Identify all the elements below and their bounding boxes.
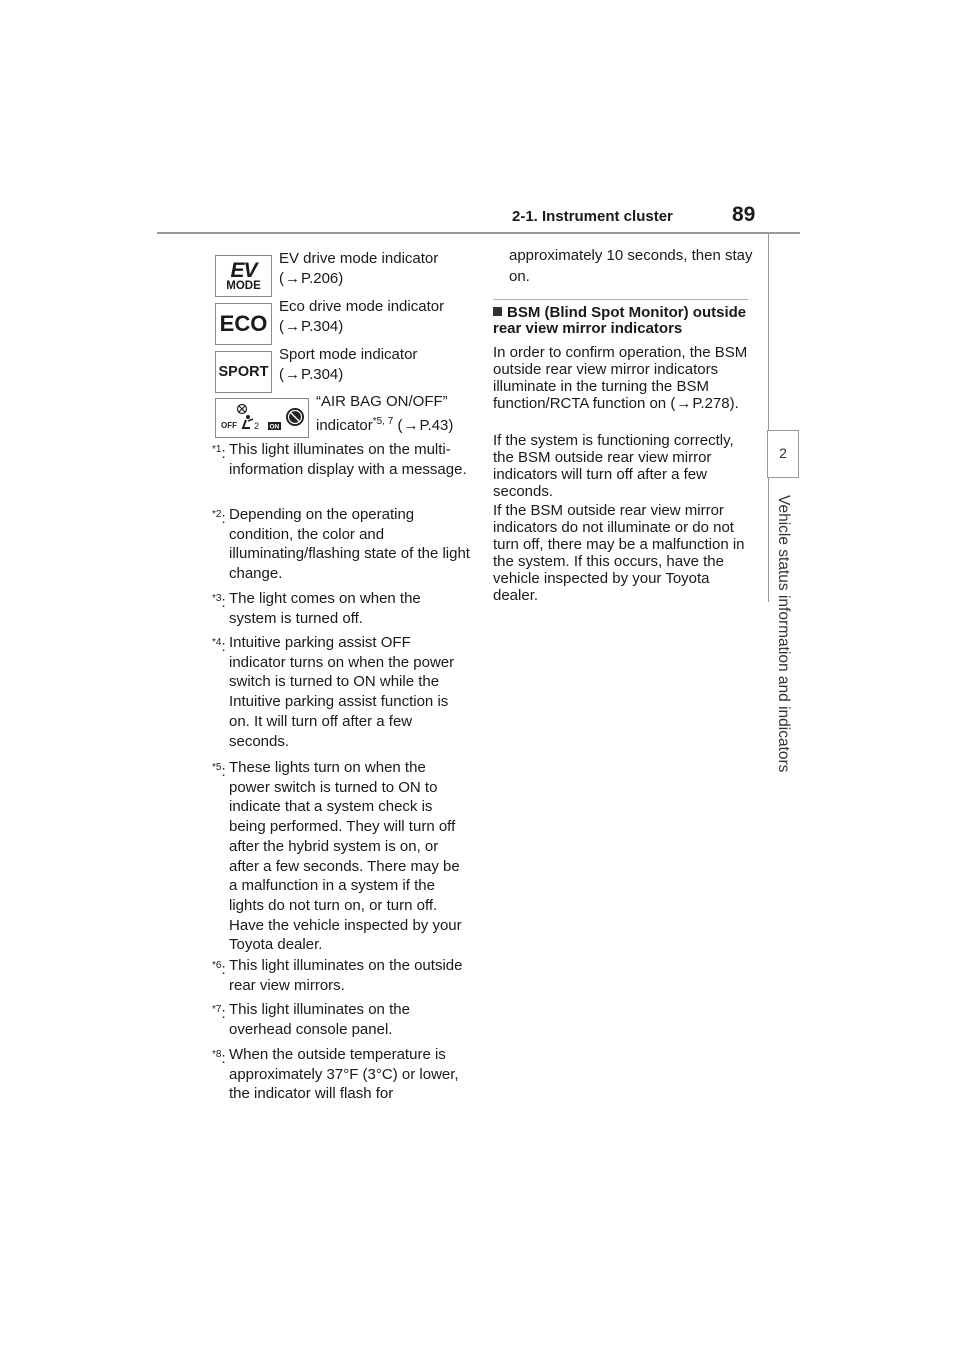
footnote-2 <box>212 505 470 584</box>
square-bullet-icon <box>493 307 502 316</box>
bsm-heading: BSM (Blind Spot Monitor) outside rear view mirror indicators <box>493 304 747 337</box>
footnote-text: This light illuminates on the outside rear view mirrors. <box>229 957 463 994</box>
airbag-ref[interactable]: (→P.43) <box>397 417 454 434</box>
airbag-on-text: ON <box>269 423 280 431</box>
sport-description <box>279 345 469 385</box>
side-divider <box>768 232 769 602</box>
arrow-right-icon: → <box>285 366 300 383</box>
bsm-paragraph-1: In order to confirm operation, the BSM outside rear view mirror indicators illuminate in the turning the BSM function/RCTA function on (→P.278). <box>493 344 748 412</box>
footnote-mark: $^{*3}$: <box>212 593 226 611</box>
eco-icon <box>215 303 272 345</box>
header-rule <box>157 232 800 234</box>
footnote-4 <box>212 633 470 751</box>
chapter-number: 2 <box>779 445 787 461</box>
ev-mode-ref[interactable]: (→P.206) <box>279 270 344 287</box>
footnote-text: Depending on the operating condition, the color and illuminating/flashing state of the light change. <box>229 506 470 583</box>
chapter-title: Vehicle status information and indicators <box>775 495 792 773</box>
airbag-label: “AIR BAG ON/OFF” <box>316 393 448 410</box>
airbag-off-text: OFF <box>221 421 237 430</box>
footnote-mark: $^{*2}$: <box>212 509 226 527</box>
footnote-mark: $^{*4}$: <box>212 637 226 655</box>
airbag-number-text: 2 <box>254 421 260 431</box>
footnote-mark: $^{*1}$: <box>212 444 226 462</box>
bsm-paragraph-3: If the BSM outside rear view mirror indicators do not illuminate or do not turn off, there may be a malfunction in the system. If this occurs, have the vehicle inspected by your Toyota dealer. <box>493 502 745 604</box>
footnote-mark: $^{*5}$: <box>212 762 226 780</box>
arrow-right-icon: → <box>403 417 419 434</box>
footnote-7 <box>212 1000 470 1039</box>
eco-label: Eco drive mode indicator <box>279 298 445 315</box>
footnote-mark: $^{*6}$: <box>212 960 226 978</box>
airbag-footnote-marks: *5, 7 <box>372 416 394 427</box>
airbag-ref-line: indicator$^{*5, 7}$ (→P.43) <box>316 416 454 434</box>
ev-mode-label: EV drive mode indicator <box>279 250 439 267</box>
ev-mode-description <box>279 249 469 289</box>
sport-icon-text: SPORT <box>218 364 269 380</box>
airbag-onoff-graphic <box>218 401 306 435</box>
section-divider <box>493 299 748 300</box>
footnote-6 <box>212 956 470 995</box>
arrow-right-icon: → <box>676 395 692 412</box>
footnote-text: When the outside temperature is approximately 37°F (3°C) or lower, the indicator will flash for <box>229 1046 459 1103</box>
sport-label: Sport mode indicator <box>279 346 418 363</box>
footnote-mark: $^{*7}$: <box>212 1004 226 1022</box>
footnote-text: Intuitive parking assist OFF indicator turns on when the power switch is turned to ON while the Intuitive parking assist function is on. It will turn off after a few seconds. <box>229 634 455 750</box>
section-title: 2-1. Instrument cluster <box>512 208 673 225</box>
footnote-5 <box>212 758 470 955</box>
footnote-text: This light illuminates on the multi-information display with a message. <box>229 441 467 478</box>
bsm-paragraph-2: If the system is functioning correctly, the BSM outside rear view mirror indicators will turn off after a few seconds. <box>493 432 734 500</box>
footnote-mark: $^{*8}$: <box>212 1049 226 1067</box>
page-number: 89 <box>732 203 756 226</box>
sport-icon <box>215 351 272 393</box>
eco-ref[interactable]: (→P.304) <box>279 318 344 335</box>
airbag-description <box>316 392 476 436</box>
footnote-text: These lights turn on when the power switch is turned to ON to indicate that a system check is being performed. They will turn off after the hybrid system is on, or after a few seconds. There may be a malfunction in a system if the lights do not turn on, or turn off. Have the vehicle inspected by your Toyota dealer. <box>229 759 462 954</box>
footnote-text: This light illuminates on the overhead console panel. <box>229 1001 410 1038</box>
footnote-3 <box>212 589 470 628</box>
footnote-text: The light comes on when the system is turned off. <box>229 590 421 627</box>
footnote-continuation: approximately 10 seconds, then stay on. <box>509 247 753 285</box>
bsm-ref[interactable]: (→P.278). <box>670 395 739 412</box>
sport-ref[interactable]: (→P.304) <box>279 366 344 383</box>
arrow-right-icon: → <box>285 270 300 287</box>
footnote-1 <box>212 440 470 479</box>
arrow-right-icon: → <box>285 318 300 335</box>
airbag-onoff-icon <box>215 398 309 438</box>
ev-mode-icon <box>215 255 272 297</box>
footnote-8 <box>212 1045 470 1104</box>
ev-mode-icon-bottom: MODE <box>226 279 261 292</box>
eco-description <box>279 297 469 337</box>
eco-icon-text: ECO <box>219 311 268 336</box>
ev-mode-icon-top: EV <box>230 258 257 282</box>
